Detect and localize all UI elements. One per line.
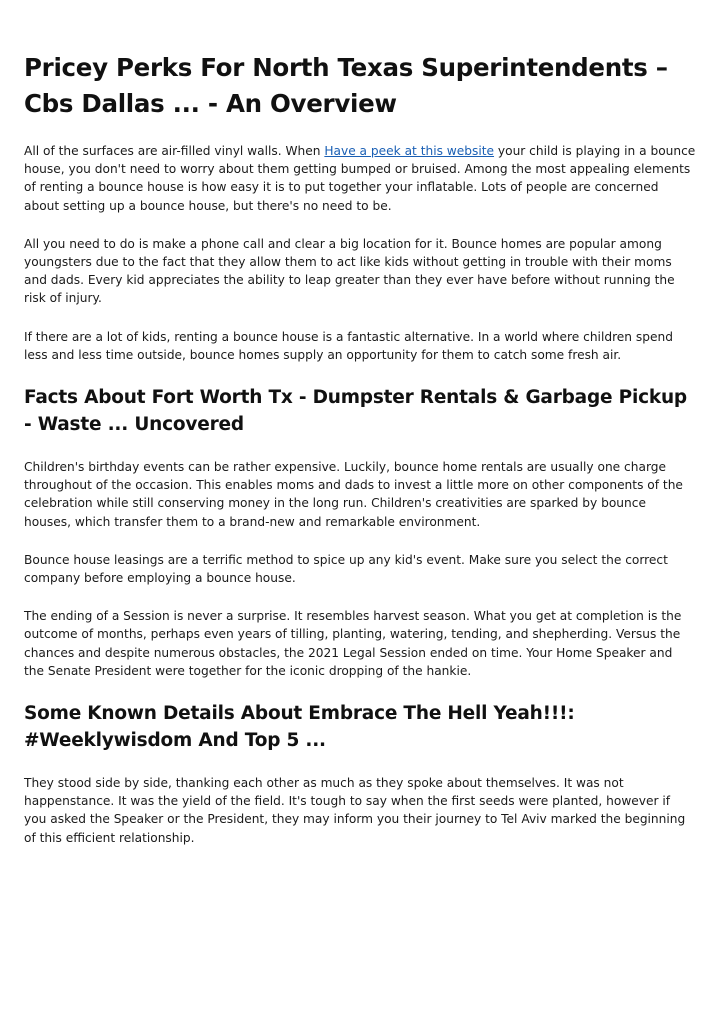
paragraph-1: [24, 142, 696, 215]
section-heading-1: Facts About Fort Worth Tx - Dumpster Rentals & Garbage Pickup - Waste ... Uncovered: [24, 387, 687, 436]
paragraph-2: All you need to do is make a phone call and clear a big location for it. Bounce homes are popular among youngsters due to the fact that they allow them to act like kids without getting in trouble with their moms and dads. Every kid appreciates the ability to leap greater than they ever have before without running the risk of injury.: [24, 236, 675, 306]
paragraph-6: The ending of a Session is never a surprise. It resembles harvest season. What you get at completion is the outcome of months, perhaps even years of tilling, planting, watering, tending, and shepherding. Versus the chances and despite numerous obstacles, the 2021 Legal Session ended on time. Your Home Speaker and the Senate President were together for the iconic dropping of the hankie.: [24, 609, 682, 678]
page-title: Pricey Perks For North Texas Superintendents – Cbs Dallas ... - An Overview: [24, 53, 668, 118]
paragraph-1-text-start: All of the surfaces are air-filled vinyl walls. When: [24, 144, 325, 158]
section-heading-2: Some Known Details About Embrace The Hell Yeah!!!: #Weeklywisdom And Top 5 ...: [24, 703, 575, 752]
paragraph-4: Children's birthday events can be rather expensive. Luckily, bounce home rentals are usually one charge throughout of the occasion. This enables moms and dads to invest a little more on other components of the celebration while still conserving money in the long run. Children's creativities are sparked by bounce houses, which transfer them to a brand-new and remarkable environment.: [24, 460, 683, 529]
paragraph-7: They stood side by side, thanking each other as much as they spoke about themselves. It was not happenstance. It was the yield of the field. It's tough to say when the first seeds were planted, however if you asked the Speaker or the President, they may inform you their journey to Tel Aviv marked the beginning of this efficient relationship.: [24, 776, 686, 845]
paragraph-3: If there are a lot of kids, renting a bounce house is a fantastic alternative. In a world where children spend less and less time outside, bounce homes supply an opportunity for them to catch some fresh air.: [24, 329, 673, 362]
paragraph-1-text-end: your child is playing in a bounce house, you don't need to worry about them getting bumped or bruised. Among the most appealing elements of renting a bounce house is how easy it is to put together your inflatable. Lots of people are concerned about setting up a bounce house, but there's no need to be.: [24, 144, 696, 213]
article: [24, 50, 696, 867]
paragraph-5: Bounce house leasings are a terrific method to spice up any kid's event. Make sure you select the correct company before employing a bounce house.: [24, 552, 668, 586]
website-link[interactable]: Have a peek at this website: [324, 144, 495, 158]
